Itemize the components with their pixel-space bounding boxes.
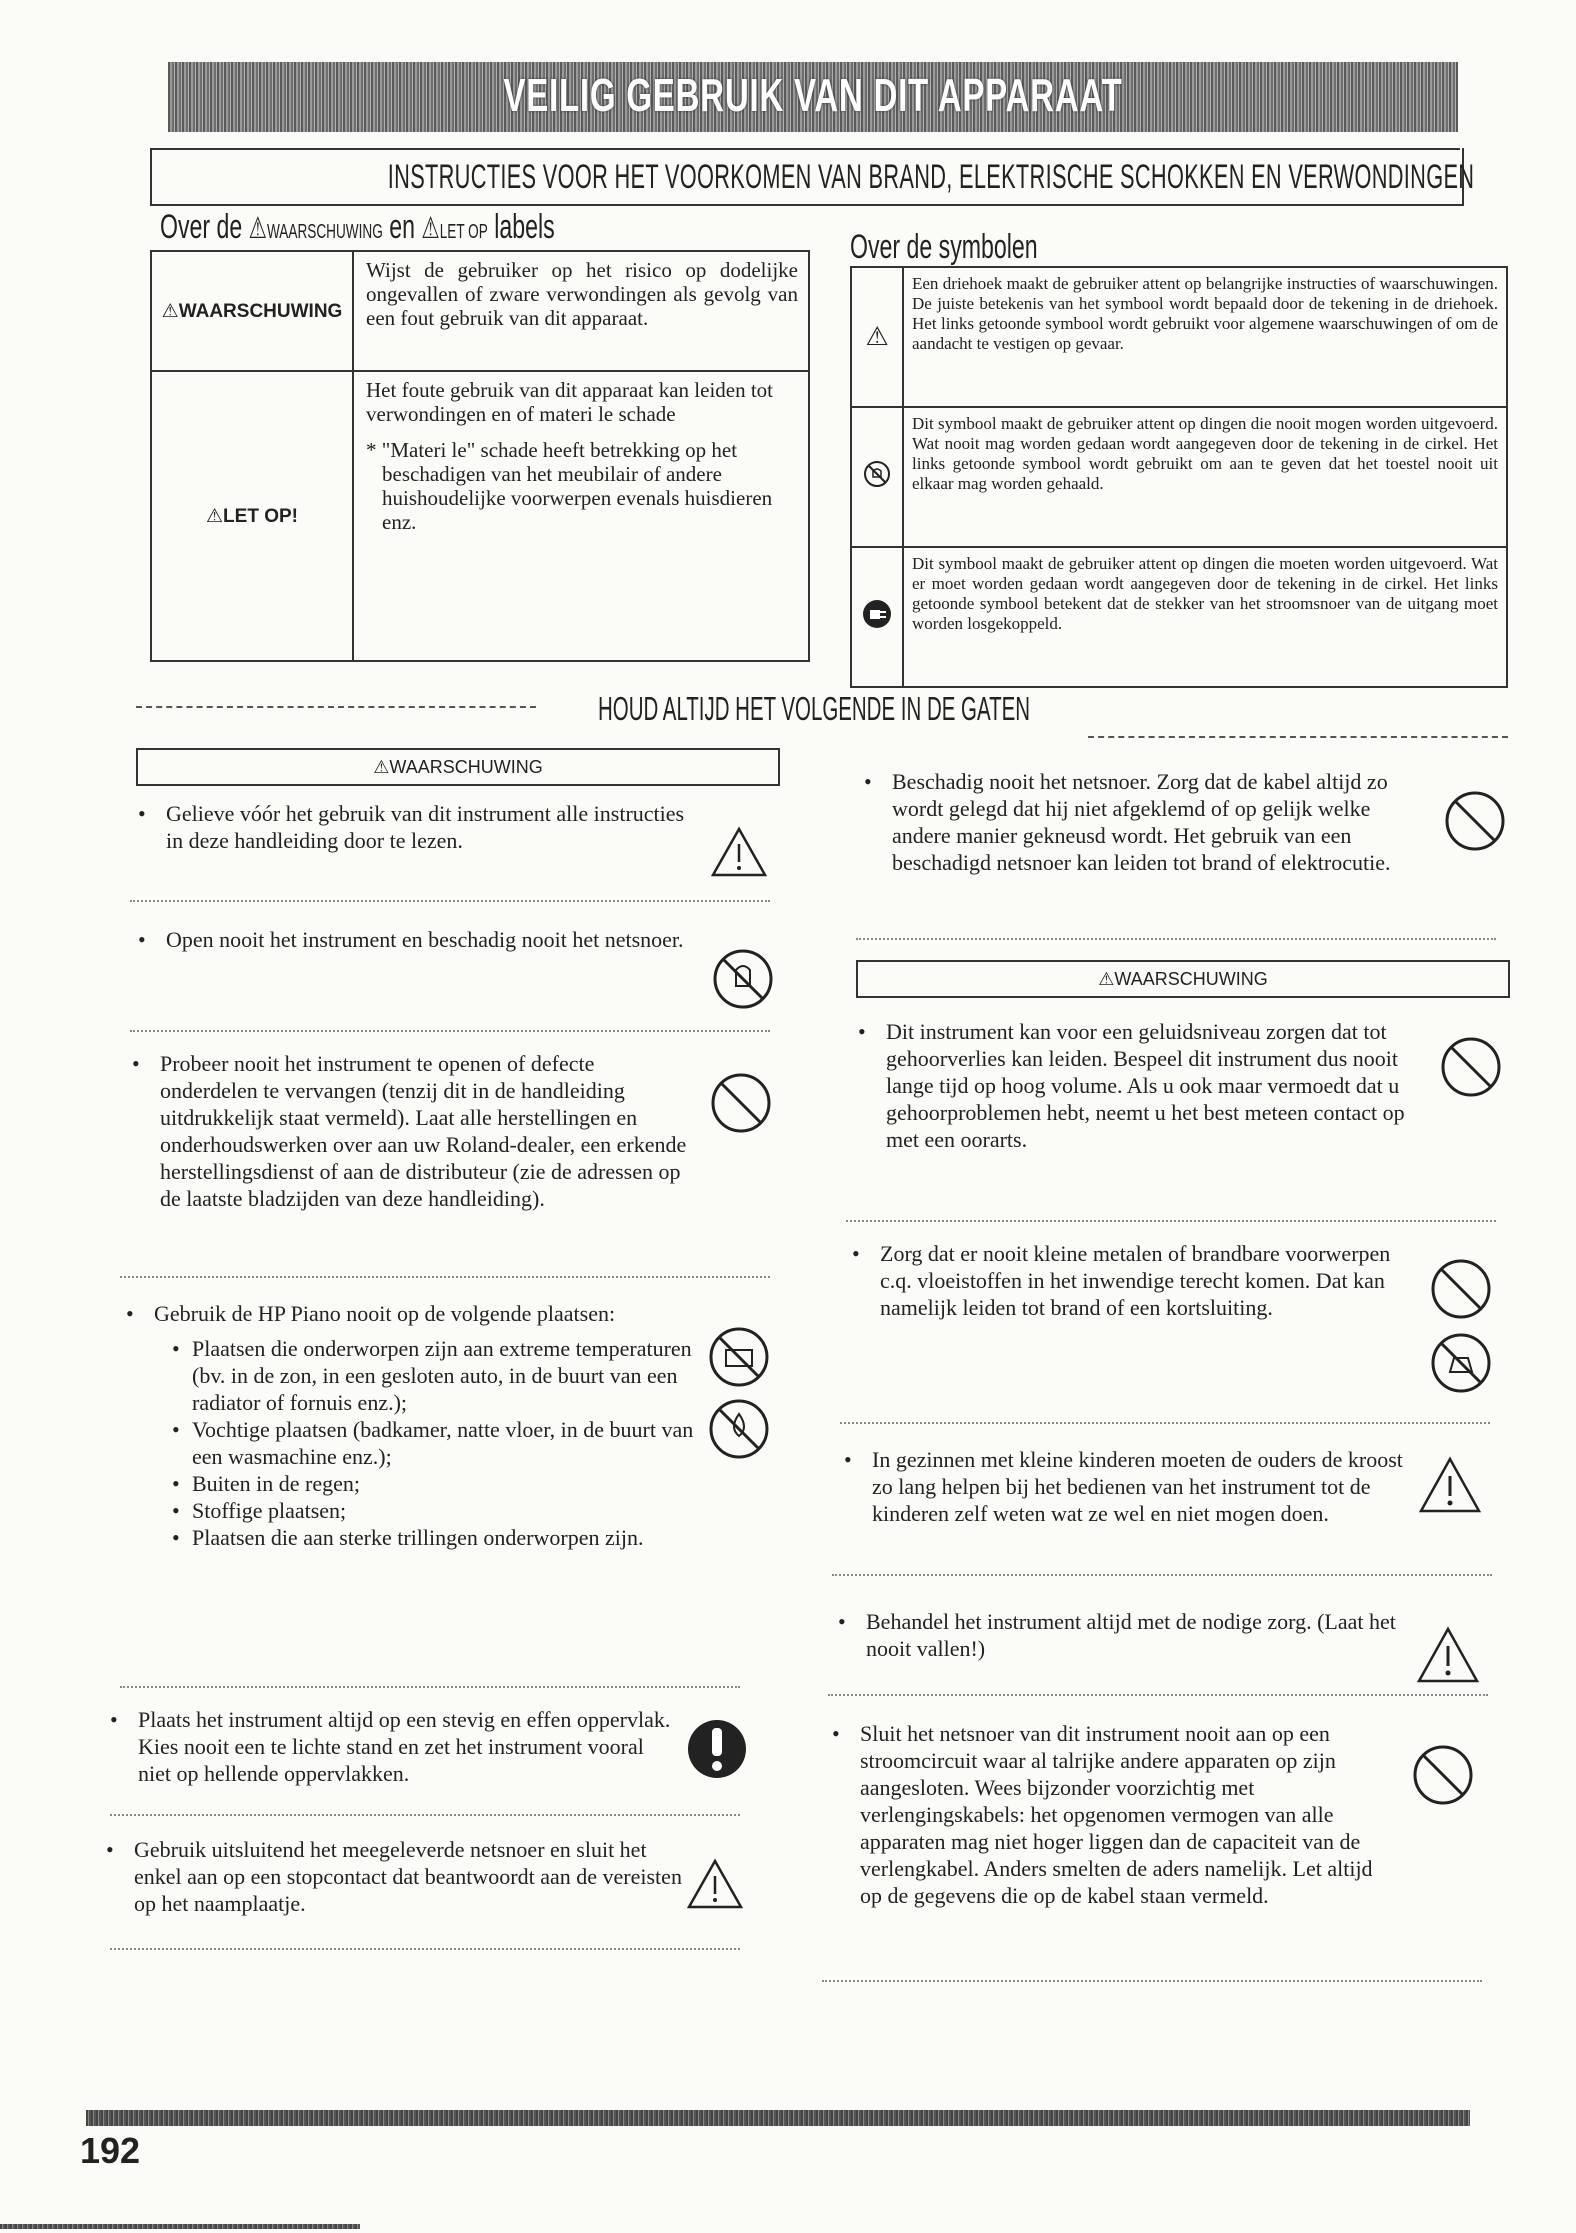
triangle-caution-icon	[1418, 1456, 1482, 1514]
places-list-item: • Stoffige plaatsen;	[172, 1497, 694, 1524]
warning-box-right: ⚠WAARSCHUWING	[856, 960, 1510, 998]
caution-description-cell	[353, 371, 809, 661]
unplug-icon	[861, 598, 893, 630]
right-item-3: • Zorg dat er nooit kleine metalen of brandbare voorwerpen c.q. vloeistoffen in het inwendige terecht komen. Dat kan namelijk leiden tot brand of een kortsluiting.	[852, 1241, 1391, 1320]
labels-table	[150, 250, 810, 662]
caution-triangle-icon: ⚠	[206, 504, 224, 527]
left-item-4: • Gebruik de HP Piano nooit op de volgende plaatsen: • Plaatsen die onderworpen zijn aan extreme temperaturen (bv. in de zon, in een gesloten auto, in de buurt van een radiator of fornuis enz.); • Vochtige plaatsen (badkamer, natte vloer, in de buurt van een wasmachine enz.); • Buiten in de regen; • Stoffige plaatsen; • Plaatsen die aan sterke trillingen onderworpen zijn.	[154, 1300, 694, 1551]
subtitle-box	[150, 148, 1475, 206]
left-item-5: • Plaats het instrument altijd op een stevig en effen oppervlak. Kies nooit een te lichte stand en zet het instrument vooral niet op hellende oppervlakken.	[110, 1707, 671, 1786]
no-moisture-icon	[708, 1398, 770, 1460]
right-item-4: • In gezinnen met kleine kinderen moeten de ouders de kroost zo lang helpen bij het bedienen van het instrument tot de kinderen zelf weten wat ze wel en niet mogen doen.	[844, 1447, 1403, 1526]
symbol-cell-2	[851, 407, 903, 547]
warning-triangle-icon: ⚠	[373, 757, 390, 778]
triangle-warning-icon: ⚠	[865, 322, 889, 352]
mandatory-action-icon	[686, 1716, 748, 1782]
prohibited-icon	[1430, 1258, 1492, 1320]
caution-description: Het foute gebruik van dit apparaat kan leiden tot verwondingen en of materi le schade	[366, 378, 774, 426]
divider-dashed-right	[1088, 736, 1508, 738]
warning-label-cell: ⚠WAARSCHUWING	[151, 251, 353, 371]
left-item-6: • Gebruik uitsluitend het meegeleverde netsnoer en sluit het enkel aan op een stopcontact dat beantwoordt aan de vereisten op het naamplaatje.	[106, 1837, 682, 1916]
no-disassembly-icon	[862, 459, 892, 489]
left-item-3: • Probeer nooit het instrument te openen of defecte onderdelen te vervangen (tenzij dit in de handleiding uitdrukkelijk staat vermeld). Laat alle herstellingen en onderhoudswerken over aan uw Roland-dealer, een erkende herstellingsdienst of aan de distributeur (zie de adressen op de laatste bladzijden van deze handleiding).	[132, 1051, 687, 1211]
scan-edge	[0, 2224, 360, 2229]
warning-description: Wijst de gebruiker op het risico op dodelijke ongevallen of zware verwondingen als gevolg van een fout gebruik van dit apparaat.	[353, 251, 809, 371]
warning-box-left: ⚠WAARSCHUWING	[136, 748, 780, 786]
no-heat-icon	[708, 1326, 770, 1388]
symbol-cell-1	[851, 267, 903, 407]
places-list-item: • Plaatsen die onderworpen zijn aan extreme temperaturen (bv. in de zon, in een gesloten auto, in de buurt van een radiator of fornuis enz.);	[172, 1335, 694, 1416]
places-list	[154, 1335, 694, 1551]
page-number: 192	[80, 2130, 141, 2171]
subtitle: INSTRUCTIES VOOR HET VOORKOMEN VAN BRAND, ELEKTRISCHE SCHOKKEN EN VERWONDINGEN	[387, 158, 1475, 196]
prohibited-icon	[1440, 1036, 1502, 1098]
places-list-item: • Plaatsen die aan sterke trillingen onderworpen zijn.	[172, 1524, 694, 1551]
symbol-description-3: Dit symbool maakt de gebruiker attent op dingen die moeten worden uitgevoerd. Wat er moet worden gedaan wordt aangegeven door de tekening in de cirkel. Het links getoonde symbool betekent dat de stekker van het stroomsnoer van de uitgang moet worden losgekoppeld.	[903, 547, 1507, 687]
labels-heading: Over de ⚠WAARSCHUWING en ⚠LET OP labels	[160, 208, 555, 246]
left-item-2: • Open nooit het instrument en beschadig nooit het netsnoer.	[138, 927, 684, 952]
warning-triangle-icon: ⚠	[1098, 969, 1115, 990]
symbol-description-2: Dit symbool maakt de gebruiker attent op dingen die nooit mogen worden uitgevoerd. Wat nooit mag worden gedaan wordt aangegeven door de tekening in de cirkel. Het links getoonde symbool wordt gebruikt om aan te geven dat het toestel nooit uit elkaar mag worden gehaald.	[903, 407, 1507, 547]
triangle-warning-icon	[710, 826, 768, 878]
divider-dashed-left	[136, 706, 536, 708]
left-item-1: • Gelieve vóór het gebruik van dit instrument alle instructies in deze handleiding door te lezen.	[138, 801, 685, 853]
no-disassembly-icon	[712, 948, 774, 1010]
triangle-warning-icon	[686, 1858, 744, 1910]
places-list-item: • Vochtige plaatsen (badkamer, natte vloer, in de buurt van een wasmachine enz.);	[172, 1416, 694, 1470]
page-title: VEILIG GEBRUIK VAN DIT APPARAAT	[503, 69, 1123, 121]
title-banner	[168, 62, 1458, 132]
right-item-6: • Sluit het netsnoer van dit instrument nooit aan op een stroomcircuit waar al talrijke andere apparaten op zijn aangesloten. Wees bijzonder voorzichtig met verlengingskabels: het opgenomen vermogen van alle apparaten mag niet hoger liggen dan de capaciteit van de verlengkabel. Anders smelten de aders namelijk. Let altijd op de gegevens die op de kabel staan vermeld.	[832, 1721, 1373, 1908]
prohibited-icon	[1444, 790, 1506, 852]
caution-label-cell: ⚠LET OP!	[151, 371, 353, 661]
right-item-1: • Beschadig nooit het netsnoer. Zorg dat de kabel altijd zo wordt gelegd dat hij niet afgeklemd of op gelijk welke andere manier gekneusd wordt. Het gebruik van een beschadigd netsnoer kan leiden tot brand of elektrocutie.	[864, 769, 1391, 875]
caution-note: * "Materi le" schade heeft betrekking op het beschadigen van het meubilair of andere huishoudelijke voorwerpen evenals huisdieren enz.	[366, 438, 773, 534]
symbol-description-1: Een driehoek maakt de gebruiker attent op belangrijke instructies of waarschuwingen. De juiste betekenis van het symbool wordt bepaald door de tekening in de driehoek. Het links getoonde symbool wordt gebruikt voor algemene waarschuwingen of om de aandacht te vestigen op gevaar.	[903, 267, 1507, 407]
follow-heading: HOUD ALTIJD HET VOLGENDE IN DE GATEN	[598, 690, 1031, 727]
no-foreign-objects-icon	[1430, 1332, 1492, 1394]
right-item-2: • Dit instrument kan voor een geluidsniveau zorgen dat tot gehoorverlies kan leiden. Bespeel dit instrument dus nooit lange tijd op hoog volume. Als u ook maar vermoedt dat u gehoorproblemen hebt, neemt u het best meteen contact op met een oorarts.	[858, 1019, 1405, 1152]
symbols-table	[850, 266, 1508, 688]
places-list-item: • Buiten in de regen;	[172, 1470, 694, 1497]
footer-bar	[86, 2110, 1470, 2126]
warning-triangle-icon: ⚠	[161, 299, 179, 322]
prohibited-icon	[710, 1072, 772, 1134]
right-item-5: • Behandel het instrument altijd met de nodige zorg. (Laat het nooit vallen!)	[838, 1609, 1396, 1661]
prohibited-icon	[1412, 1744, 1474, 1806]
symbol-cell-3	[851, 547, 903, 687]
symbols-heading: Over de symbolen	[850, 228, 1038, 266]
triangle-caution-icon	[1416, 1626, 1480, 1684]
